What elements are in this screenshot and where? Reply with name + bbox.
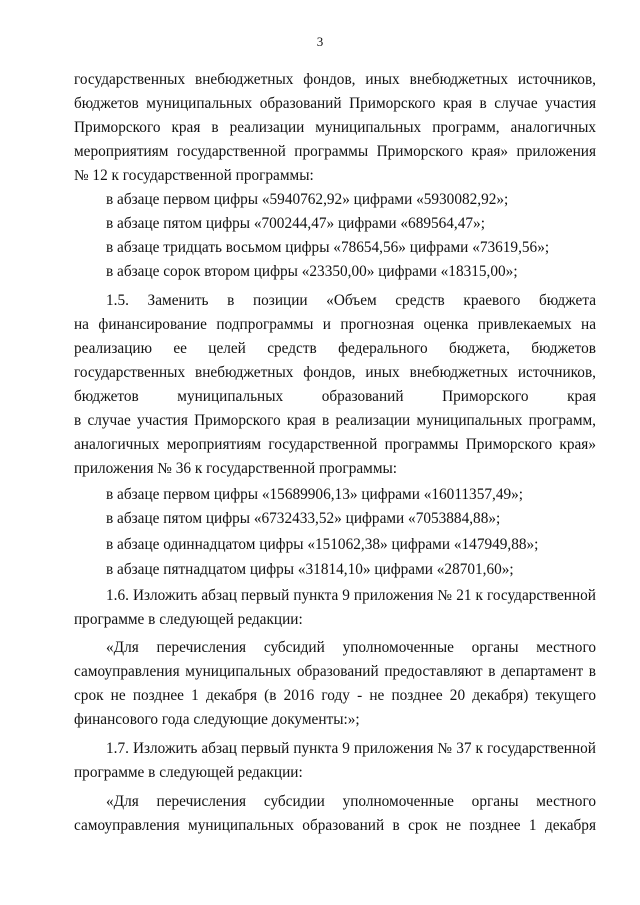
text-line: в абзаце первом цифры «5940762,92» цифрами «5930082,92»;: [106, 191, 509, 208]
text-line: бюджетов муниципальных образований Приморского края: [74, 388, 596, 405]
text-line: в абзаце первом цифры «15689906,13» цифрами «16011357,49»;: [106, 486, 524, 503]
text-line: на финансирование подпрограммы и прогнозная оценка привлекаемых на: [74, 316, 596, 333]
text-line: 1.7. Изложить абзац первый пункта 9 приложения № 37 к государственной: [106, 740, 596, 757]
text-line: бюджетов муниципальных образований Приморского края в случае участия: [74, 95, 596, 112]
text-line: в абзаце тридцать восьмом цифры «78654,56» цифрами «73619,56»;: [106, 239, 550, 256]
text-line: в абзаце пятом цифры «6732433,52» цифрами «7053884,88»;: [106, 510, 501, 527]
text-line: в абзаце сорок втором цифры «23350,00» цифрами «18315,00»;: [106, 263, 518, 280]
text-line: аналогичных мероприятиям государственной программы Приморского края»: [74, 436, 596, 453]
text-line: реализацию ее целей средств федерального бюджета, бюджетов: [74, 340, 596, 357]
text-line: «Для перечисления субсидий уполномоченные органы местного: [106, 639, 596, 656]
text-line: государственных внебюджетных фондов, иных внебюджетных источников,: [74, 71, 596, 88]
text-line: в абзаце одиннадцатом цифры «151062,38» цифрами «147949,88»;: [106, 536, 539, 553]
page-number: 3: [316, 34, 324, 49]
text-line: 1.5. Заменить в позиции «Объем средств краевого бюджета: [106, 292, 596, 309]
text-line: программе в следующей редакции:: [74, 611, 303, 628]
text-line: 1.6. Изложить абзац первый пункта 9 приложения № 21 к государственной: [106, 587, 596, 604]
text-line: государственных внебюджетных фондов, иных внебюджетных источников,: [74, 364, 596, 381]
text-line: № 12 к государственной программы:: [74, 167, 314, 184]
text-line: срок не позднее 1 декабря (в 2016 году - не позднее 20 декабря) текущего: [74, 687, 596, 704]
text-line: приложения № 36 к государственной программы:: [74, 460, 398, 477]
text-line: самоуправления муниципальных образований в срок не позднее 1 декабря: [74, 817, 596, 834]
text-line: мероприятиям государственной программы Приморского края» приложения: [74, 143, 596, 160]
text-line: Приморского края в реализации муниципальных программ, аналогичных: [74, 119, 596, 136]
text-line: в абзаце пятом цифры «700244,47» цифрами «689564,47»;: [106, 215, 485, 232]
text-line: программе в следующей редакции:: [74, 764, 303, 781]
text-line: в случае участия Приморского края в реализации муниципальных программ,: [74, 412, 596, 429]
text-line: в абзаце пятнадцатом цифры «31814,10» цифрами «28701,60»;: [106, 561, 514, 578]
text-line: финансового года следующие документы:»;: [74, 711, 360, 728]
text-line: самоуправления муниципальных образований предоставляют в департамент в: [74, 663, 596, 680]
text-line: «Для перечисления субсидии уполномоченные органы местного: [106, 793, 596, 810]
